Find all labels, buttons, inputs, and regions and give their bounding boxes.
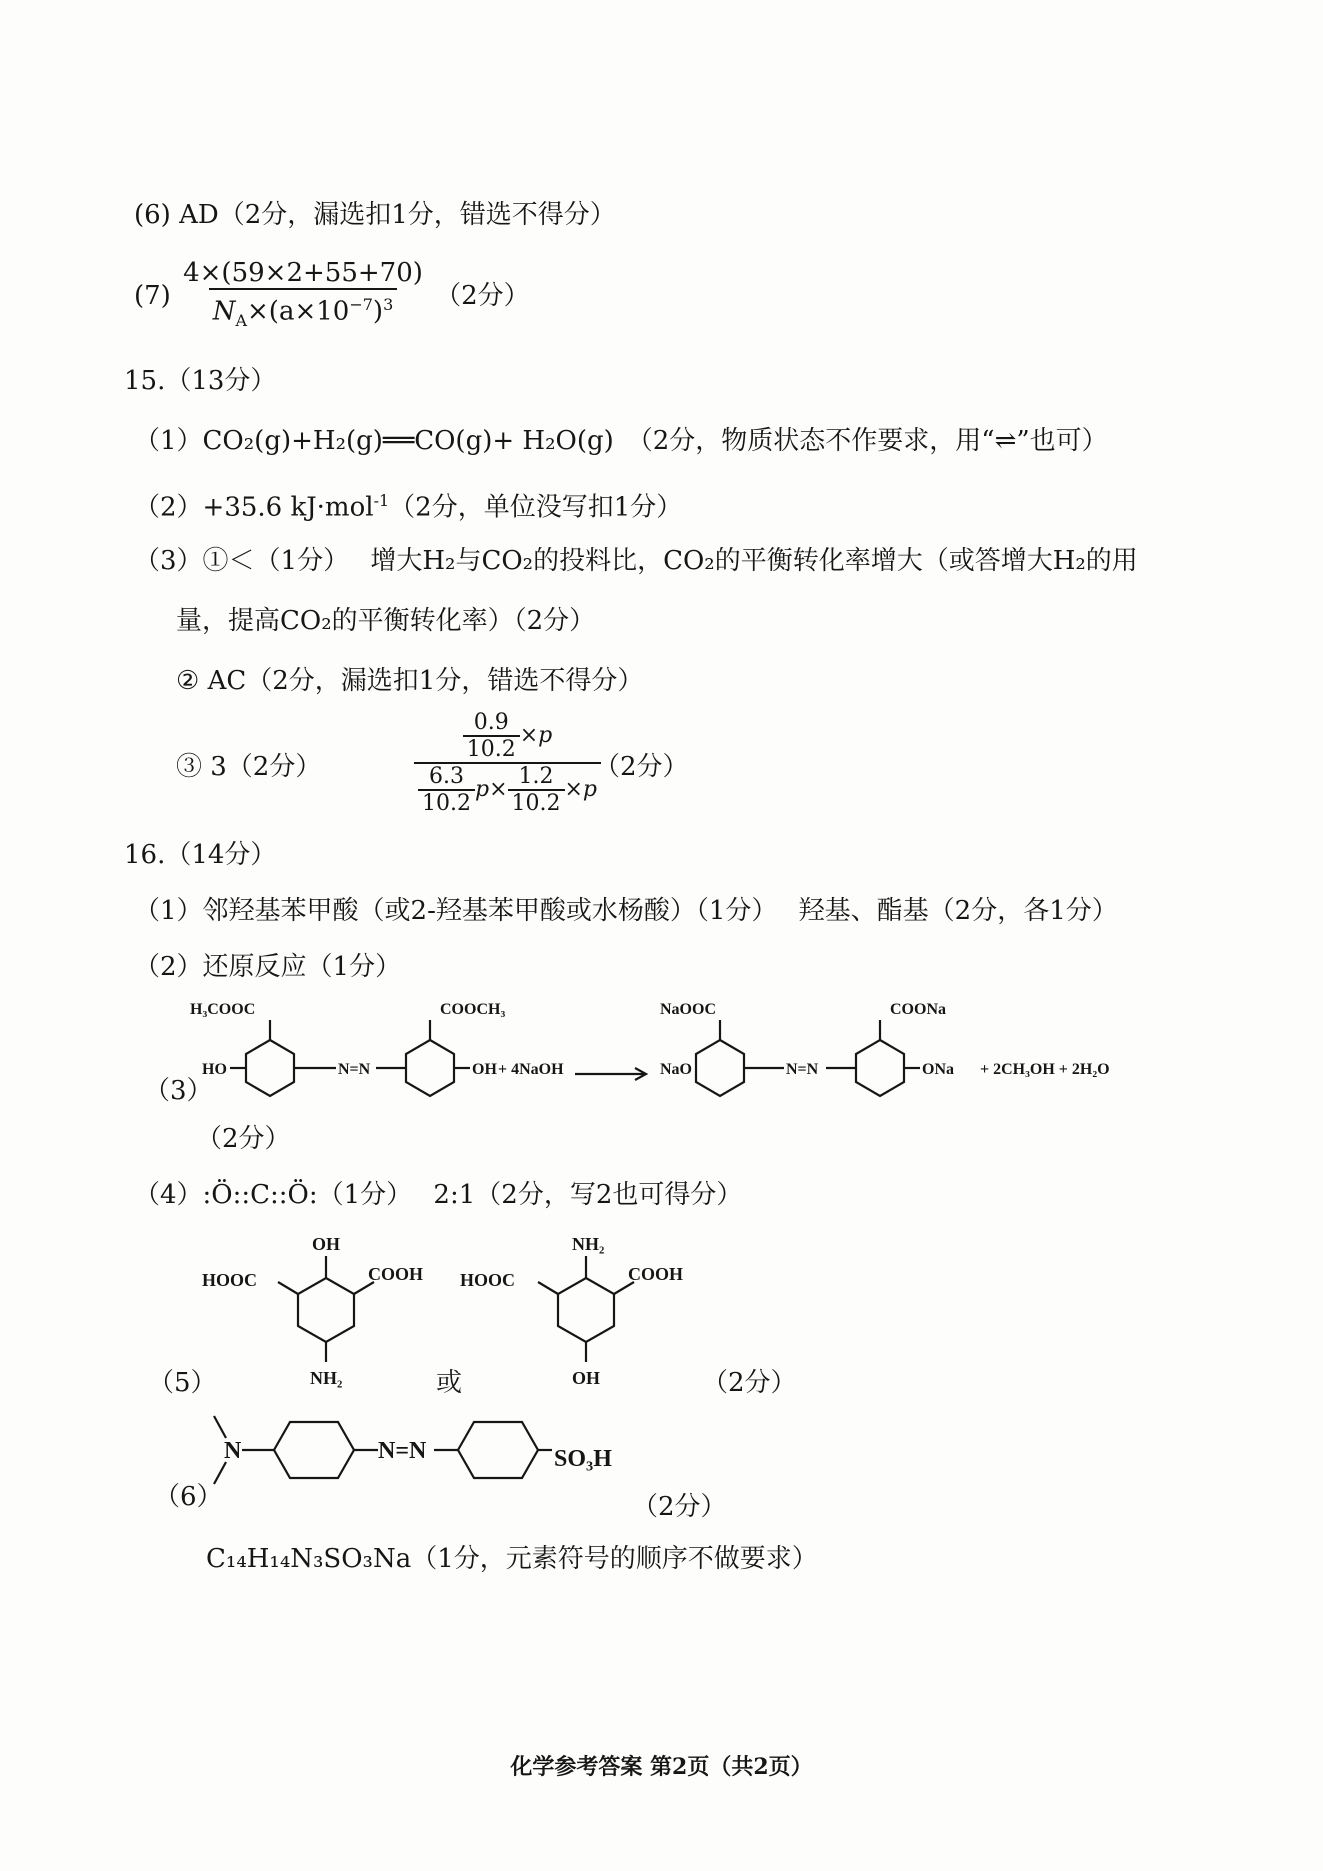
answer-15-3d-fraction xyxy=(414,710,601,816)
product-coona-right: COONa xyxy=(890,1001,946,1018)
ring-iso-a xyxy=(298,1278,354,1342)
product-coona-left: NaOOC xyxy=(660,1001,716,1018)
ring-r2 xyxy=(406,1040,454,1096)
dimethylamino-n: N xyxy=(224,1438,242,1464)
iso-a-oh: OH xyxy=(312,1234,341,1254)
methyl-orange-acid xyxy=(206,1410,666,1510)
answer-15-3a: （3）①＜（1分） 增大H₂与CO₂的投料比，CO₂的平衡转化率增大（或答增大H₂的用 xyxy=(134,546,1138,576)
answer-15-1: （1）CO₂(g)+H₂(g)══CO(g)+ H₂O(g) （2分，物质状态不作要求，用“⇌”也可） xyxy=(134,426,1108,456)
answer-15-3d-score: （2分） xyxy=(594,752,689,782)
answer-15-2 xyxy=(134,486,682,523)
kp-den1-d: 10.2 xyxy=(418,789,475,816)
ring-r1 xyxy=(246,1040,294,1096)
answer-14-7-numerator: 4×(59×2+55+70) xyxy=(183,258,423,288)
ring-6b xyxy=(458,1422,538,1478)
answer-16-6-label: （6） xyxy=(154,1482,223,1512)
denominator-cube: 3 xyxy=(383,295,394,314)
kp-fraction xyxy=(414,710,601,816)
kp-denominator xyxy=(414,762,601,816)
ring-6a xyxy=(274,1422,354,1478)
answer-16-3-label: （3） xyxy=(144,1076,213,1106)
answer-16-1: （1）邻羟基苯甲酸（或2-羟基苯甲酸或水杨酸）（1分） 羟基、酯基（2分，各1分） xyxy=(134,896,1118,926)
q16-header: 16.（14分） xyxy=(124,840,277,870)
answer-16-6-score: （2分） xyxy=(632,1492,727,1522)
azo-6: N=N xyxy=(378,1438,427,1464)
reactant-ester-right: COOCH₃ xyxy=(440,1001,506,1018)
answer-14-7-denominator xyxy=(209,288,398,336)
answer-16-5-score: （2分） xyxy=(702,1368,797,1398)
answer-14-7-score: （2分） xyxy=(435,280,530,311)
kp-den-end: ×p xyxy=(564,777,598,802)
so3h: SO₃H xyxy=(554,1446,612,1472)
reactant-azo: N=N xyxy=(338,1061,371,1078)
byproducts: + 2CH₃OH + 2H₂O xyxy=(980,1061,1110,1078)
reaction-scheme xyxy=(190,990,1180,1110)
page-footer: 化学参考答案 第2页（共2页） xyxy=(510,1754,813,1780)
answer-14-7-label: (7) xyxy=(134,280,171,311)
reactant-ho: HO xyxy=(202,1061,227,1078)
answer-14-7 xyxy=(134,258,530,336)
product-ona: ONa xyxy=(922,1061,954,1078)
answer-16-6-formula: C₁₄H₁₄N₃SO₃Na（1分，元素符号的顺序不做要求） xyxy=(206,1544,818,1574)
ring-iso-b xyxy=(558,1278,614,1342)
answer-16-3-score: （2分） xyxy=(196,1124,291,1154)
iso-a-cooh: COOH xyxy=(368,1264,424,1284)
answer-14-7-fraction xyxy=(179,258,427,336)
kp-num-n: 0.9 xyxy=(473,710,509,735)
answer-16-4: （4）:Ö::C::Ö:（1分） 2:1（2分，写2也可得分） xyxy=(134,1180,743,1210)
kp-num-p: ×p xyxy=(519,723,553,748)
kp-den-frac2 xyxy=(508,764,565,816)
kp-den-frac1 xyxy=(418,764,475,816)
iso-b-nh2: NH₂ xyxy=(572,1234,605,1254)
kp-num-d: 10.2 xyxy=(463,735,520,762)
answer-15-3d-label: ③ 3（2分） xyxy=(176,752,322,782)
iso-b-hooc: HOOC xyxy=(460,1270,516,1290)
reactant-ester-left: H₃COOC xyxy=(190,1001,256,1018)
kp-den-mid: p× xyxy=(474,777,508,802)
iso-b-oh: OH xyxy=(572,1368,601,1388)
ring-p1 xyxy=(696,1040,744,1096)
answer-15-3b: 量，提高CO₂的平衡转化率）（2分） xyxy=(176,606,596,636)
kp-den1-n: 6.3 xyxy=(428,764,464,789)
answer-16-5-label: （5） xyxy=(148,1368,217,1398)
answer-15-2-note: （2分，单位没写扣1分） xyxy=(389,492,683,523)
answer-14-6: (6) AD（2分，漏选扣1分，错选不得分） xyxy=(134,200,616,230)
denominator-mid: ×(a×10 xyxy=(247,296,350,327)
product-nao: NaO xyxy=(660,1061,692,1078)
product-azo: N=N xyxy=(786,1061,819,1078)
denominator-end: ) xyxy=(372,296,384,327)
answer-16-5-or: 或 xyxy=(436,1368,463,1398)
na-subscript: A xyxy=(235,310,248,330)
iso-a-hooc: HOOC xyxy=(202,1270,258,1290)
iso-a-nh2: NH₂ xyxy=(310,1368,343,1388)
kp-den2-n: 1.2 xyxy=(518,764,554,789)
answer-15-3c: ② AC（2分，漏选扣1分，错选不得分） xyxy=(176,666,644,696)
denominator-exp: −7 xyxy=(349,295,373,314)
reactant-oh: OH xyxy=(472,1061,497,1078)
answer-15-2-exp: -1 xyxy=(373,491,390,510)
q15-header: 15.（13分） xyxy=(124,366,277,396)
kp-numerator xyxy=(459,710,557,762)
ring-p2 xyxy=(856,1040,904,1096)
answer-16-2: （2）还原反应（1分） xyxy=(134,952,402,982)
kp-den2-d: 10.2 xyxy=(508,789,565,816)
na-symbol: N xyxy=(212,296,236,327)
answer-15-2-value: （2）+35.6 kJ·mol xyxy=(134,492,374,523)
reagent-naoh: + 4NaOH xyxy=(498,1061,564,1078)
kp-num-frac xyxy=(463,710,520,762)
iso-b-cooh: COOH xyxy=(628,1264,684,1284)
